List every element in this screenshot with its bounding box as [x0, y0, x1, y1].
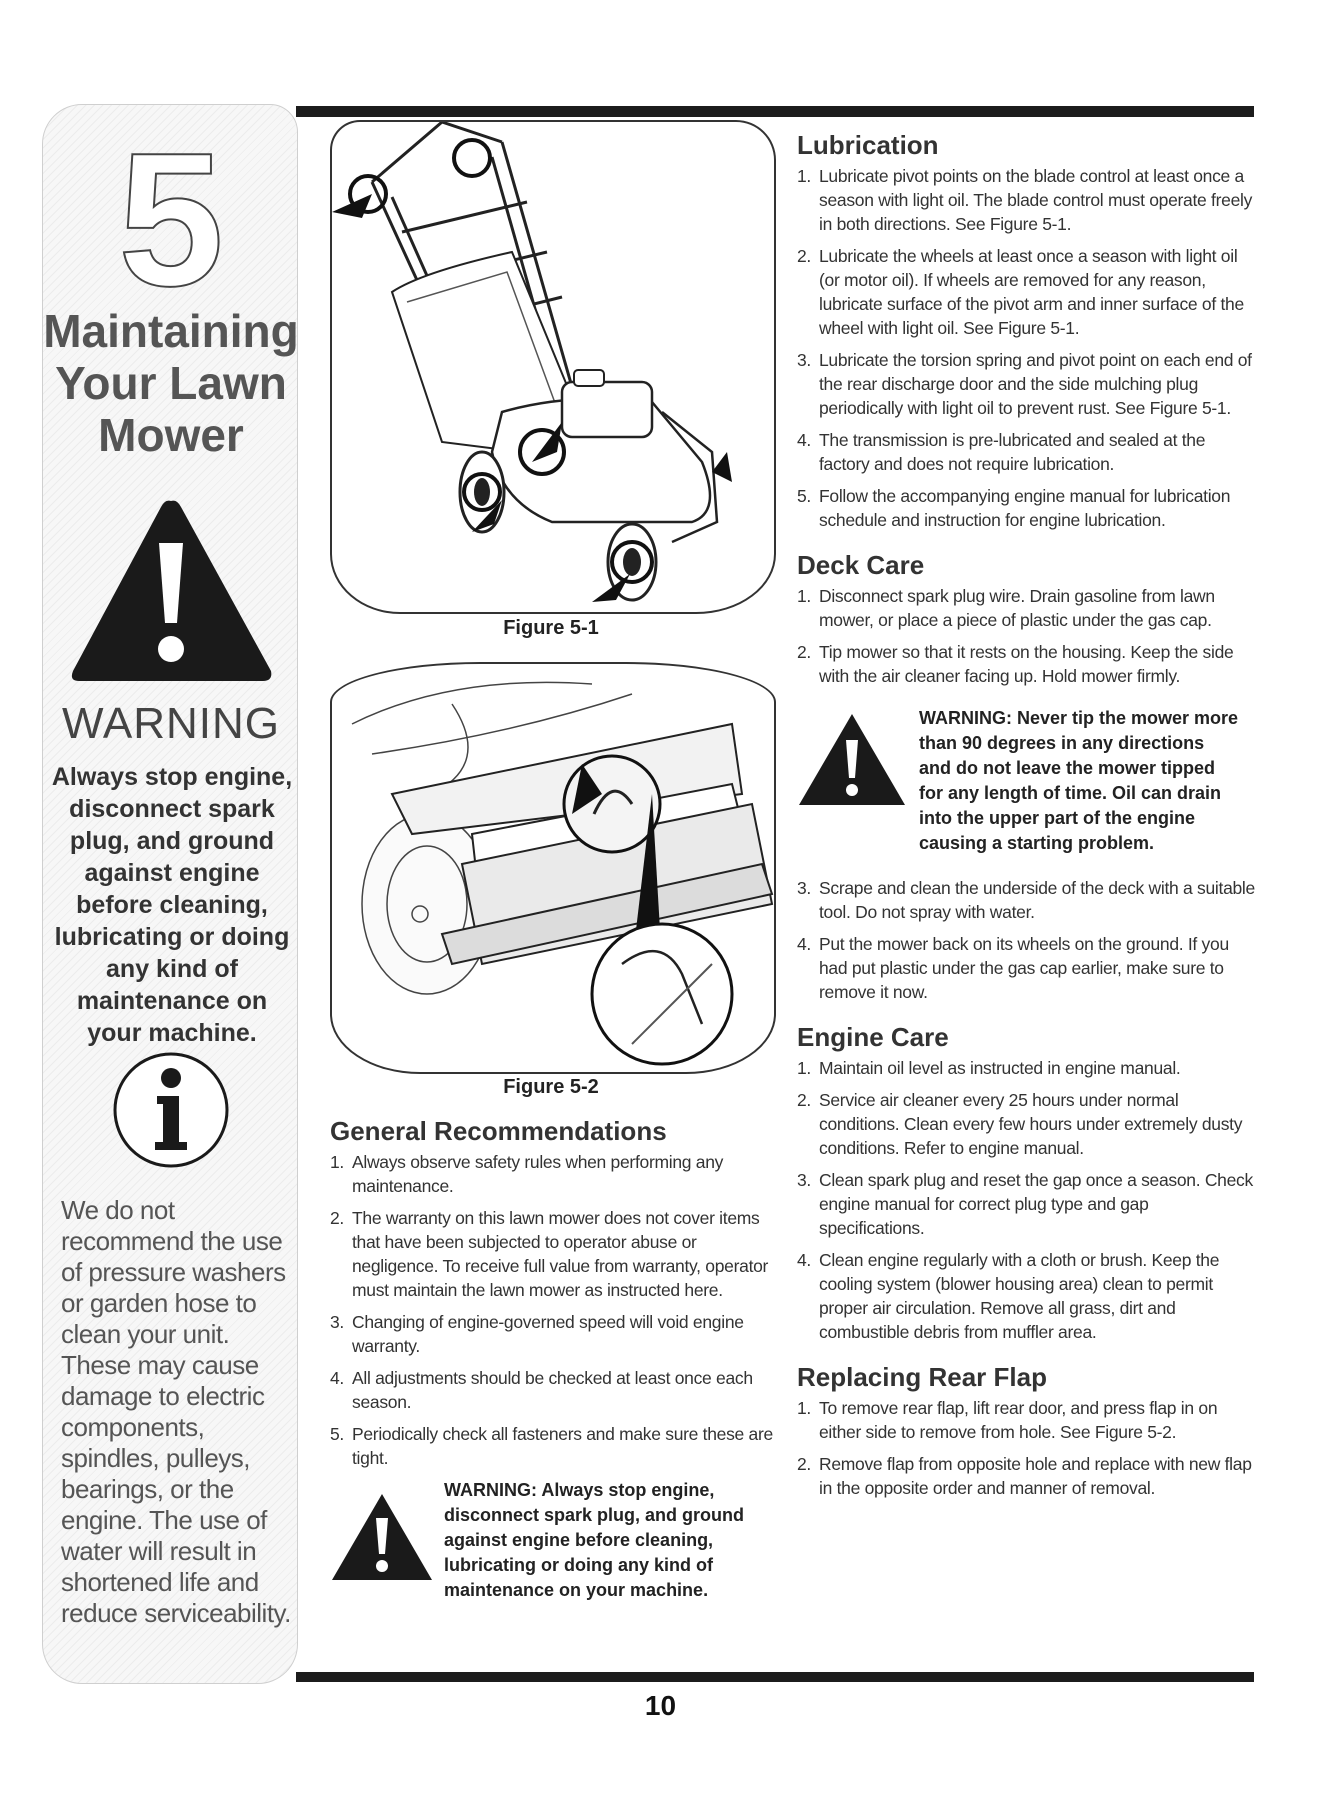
deck-care-list: [797, 584, 1257, 688]
list-item: 3. Scrape and clean the underside of the deck with a suitable tool. Do not spray with water.: [797, 878, 1255, 922]
section-heading-replacing-rear-flap: Replacing Rear Flap: [797, 1362, 1047, 1392]
chapter-title: [37, 305, 305, 461]
engine-care-section: [797, 1022, 1257, 1344]
info-text: We do not recommend the use of pressure washers or garden hose to clean your unit. These may cause damage to electric components, spindles, pulleys, bearings, or the engine. The use of water will result in shortened life and reduce serviceability.: [61, 1195, 291, 1628]
info-icon: [111, 1050, 231, 1170]
list-item: 2. Remove flap from opposite hole and replace with new flap in the opposite order and manner of removal.: [797, 1454, 1252, 1498]
deck-care-section: [797, 550, 1257, 1004]
maintenance-warning: [330, 1478, 780, 1603]
top-rule: [296, 106, 1254, 117]
page-number: 10: [644, 1690, 677, 1721]
bottom-rule: [296, 1672, 1254, 1682]
warning-triangle-icon: [797, 712, 907, 807]
lawn-mower-illustration: [332, 122, 774, 612]
general-recommendations-list: [330, 1150, 780, 1470]
figure-5-1-caption: Figure 5-1: [503, 617, 599, 639]
list-item: 5. Periodically check all fasteners and make sure these are tight.: [330, 1424, 773, 1468]
list-item: 2. Lubricate the wheels at least once a season with light oil (or motor oil). If wheels are removed for any reason, lubricate surface of the pivot arm and inner surface of the wheel with light oil. See Figure 5-1.: [797, 246, 1244, 338]
lubrication-list: [797, 164, 1257, 532]
list-item: 4. Put the mower back on its wheels on the ground. If you had put plastic under the gas cap earlier, make sure to remove it now.: [797, 934, 1229, 1002]
list-item: 4. The transmission is pre-lubricated and sealed at the factory and does not require lubrication.: [797, 430, 1206, 474]
chapter-sidebar: [42, 104, 298, 1684]
list-item: 4. Clean engine regularly with a cloth or brush. Keep the cooling system (blower housing area) clean to permit proper air circulation. Remove all grass, dirt and combustible debris from muffler area.: [797, 1250, 1220, 1342]
list-item: 2. Service air cleaner every 25 hours under normal conditions. Clean every few hours under extremely dusty conditions. Refer to engine manual.: [797, 1090, 1243, 1158]
list-item: 3. Lubricate the torsion spring and pivot point on each end of the rear discharge door and the side mulching plug periodically with light oil to prevent rust. See Figure 5-1.: [797, 350, 1252, 418]
list-item: 2. Tip mower so that it rests on the housing. Keep the side with the air cleaner facing up. Hold mower firmly.: [797, 642, 1234, 686]
list-item: 5. Follow the accompanying engine manual for lubrication schedule and instruction for engine lubrication.: [797, 486, 1231, 530]
general-recommendations-section: [330, 1116, 780, 1603]
list-item: 1. Disconnect spark plug wire. Drain gasoline from lawn mower, or place a piece of plastic under the gas cap.: [797, 586, 1215, 630]
list-item: 1. Maintain oil level as instructed in engine manual.: [797, 1058, 1181, 1078]
list-item: 4. All adjustments should be checked at least once each season.: [330, 1368, 753, 1412]
warning-label: WARNING: [61, 699, 281, 748]
replacing-rear-flap-section: [797, 1362, 1257, 1500]
figure-5-1: [330, 120, 776, 614]
warning-triangle-icon: [330, 1492, 434, 1582]
chapter-number: 5: [118, 114, 224, 326]
chapter-title-line: Your Lawn: [55, 357, 287, 409]
list-item: 2. The warranty on this lawn mower does not cover items that have been subjected to operator abuse or negligence. To receive full value from warranty, operator must maintain the lawn mower as instructed here.: [330, 1208, 769, 1300]
warning-triangle-icon: [67, 495, 275, 685]
list-item: 3. Clean spark plug and reset the gap once a season. Check engine manual for correct plug type and gap specifications.: [797, 1170, 1253, 1238]
section-heading-deck-care: Deck Care: [797, 550, 925, 580]
rear-flap-illustration: [332, 664, 774, 1072]
figure-5-2-caption: Figure 5-2: [503, 1076, 599, 1098]
figure-5-2: [330, 662, 776, 1074]
right-column: [797, 130, 1257, 1518]
tip-warning: [797, 706, 1257, 856]
warning-text: WARNING: Never tip the mower more than 90 degrees in any directions and do not leave the mower tipped for any length of time. Oil can drain into the upper part of the engine causing a starting problem.: [919, 708, 1239, 853]
lubrication-section: [797, 130, 1257, 532]
chapter-title-line: Maintaining: [43, 305, 299, 357]
list-item: 1. Always observe safety rules when performing any maintenance.: [330, 1152, 724, 1196]
warning-text: WARNING: Always stop engine, disconnect spark plug, and ground against engine before cleaning, lubricating or doing any kind of maintenance on your machine.: [444, 1480, 745, 1600]
list-item: 1. To remove rear flap, lift rear door, and press flap in on either side to remove from hole. See Figure 5-2.: [797, 1398, 1218, 1442]
chapter-title-line: Mower: [98, 409, 244, 461]
list-item: 3. Changing of engine-governed speed will void engine warranty.: [330, 1312, 744, 1356]
replacing-rear-flap-list: [797, 1396, 1257, 1500]
section-heading-engine-care: Engine Care: [797, 1022, 949, 1052]
list-item: 1. Lubricate pivot points on the blade control at least once a season with light oil. The blade control must operate freely in both directions. See Figure 5-1.: [797, 166, 1253, 234]
section-heading-general-recommendations: General Recommendations: [330, 1116, 667, 1146]
section-heading-lubrication: Lubrication: [797, 130, 939, 160]
engine-care-list: [797, 1056, 1257, 1344]
deck-care-list-continued: [797, 876, 1257, 1004]
warning-text: Always stop engine, disconnect spark plug, and ground against engine before cleaning, lubricating or doing any kind of maintenance on your machine.: [51, 763, 293, 1047]
